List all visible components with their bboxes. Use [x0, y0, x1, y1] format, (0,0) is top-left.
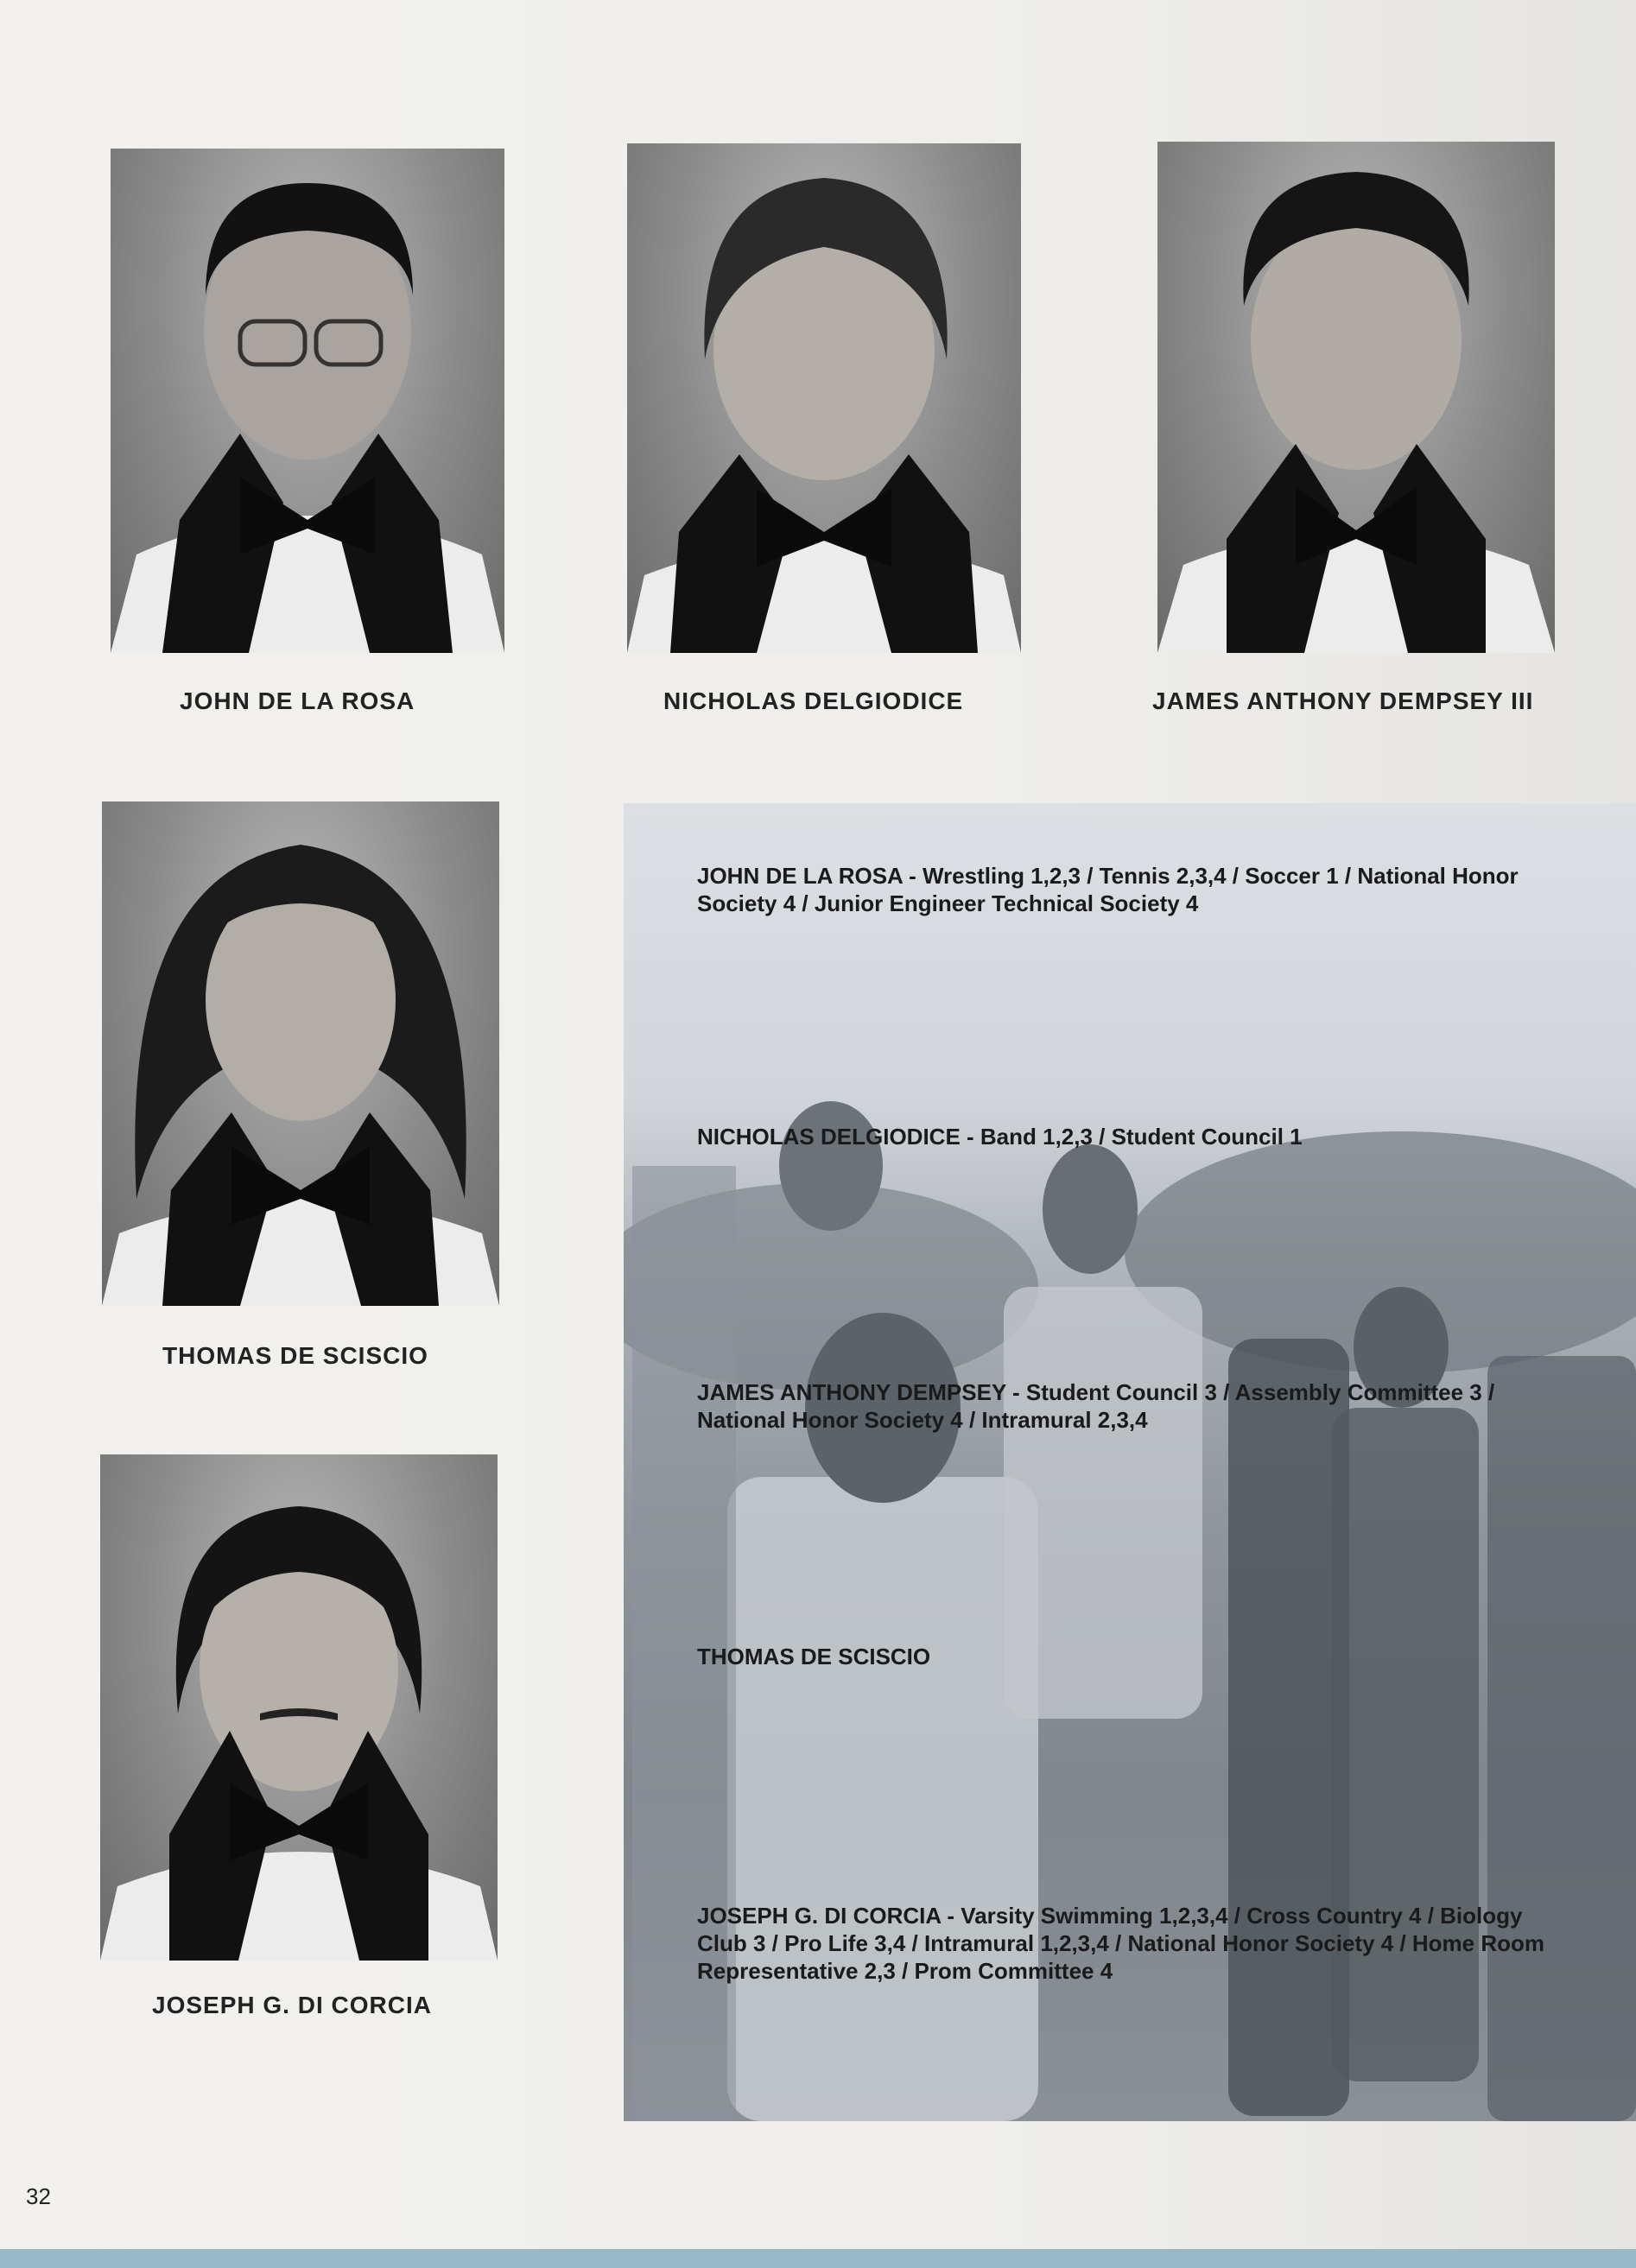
portrait-caption: NICHOLAS DELGIODICE — [663, 687, 964, 714]
page-number: 32 — [26, 2183, 51, 2209]
bio-text: THOMAS DE SCISCIO — [697, 1644, 931, 1669]
bio-text: JOSEPH G. DI CORCIA - Varsity Swimming 1,2,3,4 / Cross Country 4 / Biology Club 3 / Pro Life 3,4 / Intramural 1,2,3,4 / National Honor Society 4 / Home Room Representative 2,3 / Prom Committee 4 — [697, 1903, 1545, 1984]
bio-text: JOHN DE LA ROSA - Wrestling 1,2,3 / Tennis 2,3,4 / Soccer 1 / National Honor Society 4 / Junior Engineer Technical Society 4 — [697, 863, 1519, 916]
activities-panel — [624, 803, 1636, 2121]
portrait-photo — [102, 801, 499, 1306]
portrait-caption: JOHN DE LA ROSA — [180, 687, 415, 714]
bottom-edge — [0, 2249, 1636, 2268]
portrait-caption: JOSEPH G. DI CORCIA — [152, 1992, 432, 2018]
bio-text: JAMES ANTHONY DEMPSEY - Student Council 3 / Assembly Committee 3 / National Honor Society 4 / Intramural 2,3,4 — [697, 1379, 1495, 1433]
portrait-caption: JAMES ANTHONY DEMPSEY III — [1152, 687, 1534, 714]
portrait-photo — [627, 143, 1021, 653]
bio-text: NICHOLAS DELGIODICE - Band 1,2,3 / Student Council 1 — [697, 1124, 1303, 1150]
portrait-photo — [100, 1454, 498, 1961]
portrait-photo — [1157, 142, 1555, 653]
portrait-photo — [111, 149, 504, 653]
portrait-caption: THOMAS DE SCISCIO — [162, 1342, 428, 1369]
